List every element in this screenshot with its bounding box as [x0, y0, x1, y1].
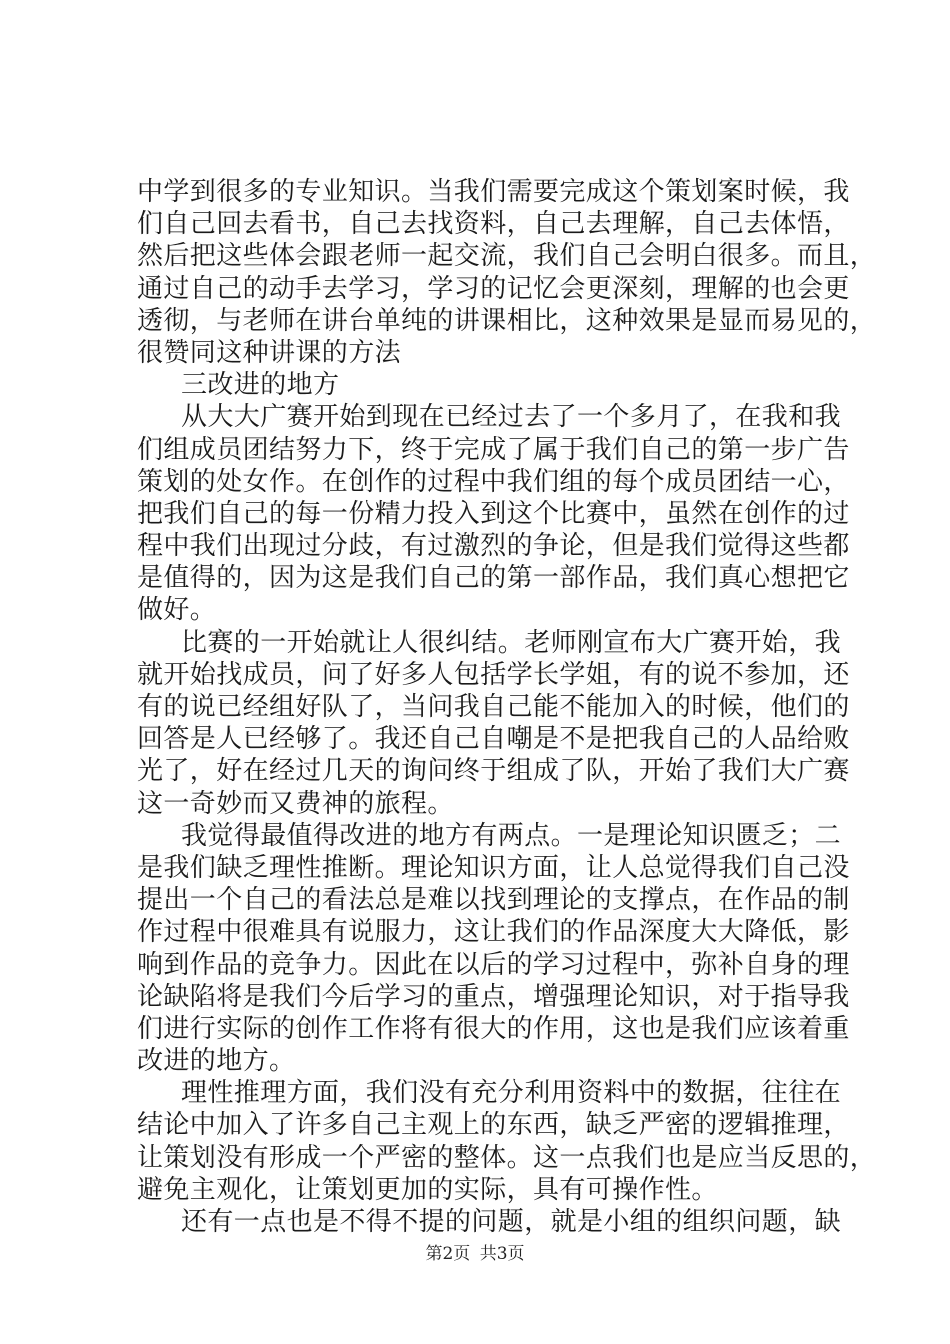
text-line: 中学到很多的专业知识。当我们需要完成这个策划案时候，我 [137, 177, 850, 207]
text-line: 提出一个自己的看法总是难以找到理论的支撑点，在作品的制 [137, 885, 850, 916]
text-line: 们自己回去看书，自己去找资料，自己去理解，自己去体悟， [137, 209, 850, 240]
page-total: 共3页 [479, 1244, 525, 1264]
text-line: 作过程中很难具有说服力，这让我们的作品深度大大降低，影 [137, 917, 850, 948]
section-heading: 三改进的地方 [181, 370, 340, 401]
text-line: 很赞同这种讲课的方法 [137, 337, 402, 368]
text-line: 避免主观化，让策划更加的实际，具有可操作性。 [137, 1174, 718, 1205]
text-line: 通过自己的动手去学习，学习的记忆会更深刻，理解的也会更 [137, 273, 850, 304]
text-line: 这一奇妙而又费神的旅程。 [137, 788, 454, 819]
text-line: 回答是人已经够了。我还自己自嘲是不是把我自己的人品给败 [137, 724, 850, 755]
text-line: 们组成员团结努力下，终于完成了属于我们自己的第一步广告 [137, 434, 850, 465]
text-line: 从大大广赛开始到现在已经过去了一个多月了，在我和我 [181, 402, 842, 433]
page-number: 第2页 [425, 1244, 471, 1264]
text-line: 还有一点也是不得不提的问题，就是小组的组织问题，缺 [181, 1207, 842, 1237]
text-line: 做好。 [137, 595, 217, 626]
text-line: 比赛的一开始就让人很纠结。老师刚宣布大广赛开始，我 [181, 627, 842, 658]
text-line: 是值得的，因为这是我们自己的第一部作品，我们真心想把它 [137, 563, 850, 594]
text-line: 响到作品的竞争力。因此在以后的学习过程中，弥补自身的理 [137, 949, 850, 980]
text-line: 结论中加入了许多自己主观上的东西，缺乏严密的逻辑推理， [137, 1110, 850, 1141]
text-line: 有的说已经组好队了，当问我自己能不能加入的时候，他们的 [137, 692, 850, 722]
document-body [137, 176, 877, 1238]
text-line: 然后把这些体会跟老师一起交流，我们自己会明白很多。而且， [137, 241, 877, 272]
text-line: 就开始找成员，问了好多人包括学长学姐，有的说不参加，还 [137, 659, 850, 690]
text-line: 理性推理方面，我们没有充分利用资料中的数据，往往在 [181, 1078, 842, 1109]
text-line: 光了，好在经过几天的询问终于组成了队，开始了我们大广赛 [137, 756, 850, 787]
text-line: 我觉得最值得改进的地方有两点。一是理论知识匮乏；二 [181, 820, 842, 851]
text-line: 把我们自己的每一份精力投入到这个比赛中，虽然在创作的过 [137, 498, 850, 529]
text-line: 论缺陷将是我们今后学习的重点，增强理论知识，对于指导我 [137, 981, 850, 1012]
text-line: 程中我们出现过分歧，有过激烈的争论，但是我们觉得这些都 [137, 531, 850, 562]
page-footer [0, 1239, 950, 1264]
text-line: 们进行实际的创作工作将有很大的作用，这也是我们应该着重 [137, 1013, 850, 1044]
text-line: 改进的地方。 [137, 1046, 296, 1077]
text-line: 透彻，与老师在讲台单纯的讲课相比，这种效果是显而易见的， [137, 305, 877, 336]
text-line: 是我们缺乏理性推断。理论知识方面，让人总觉得我们自己没 [137, 852, 850, 883]
text-line: 策划的处女作。在创作的过程中我们组的每个成员团结一心， [137, 466, 850, 497]
text-line: 让策划没有形成一个严密的整体。这一点我们也是应当反思的， [137, 1142, 877, 1173]
